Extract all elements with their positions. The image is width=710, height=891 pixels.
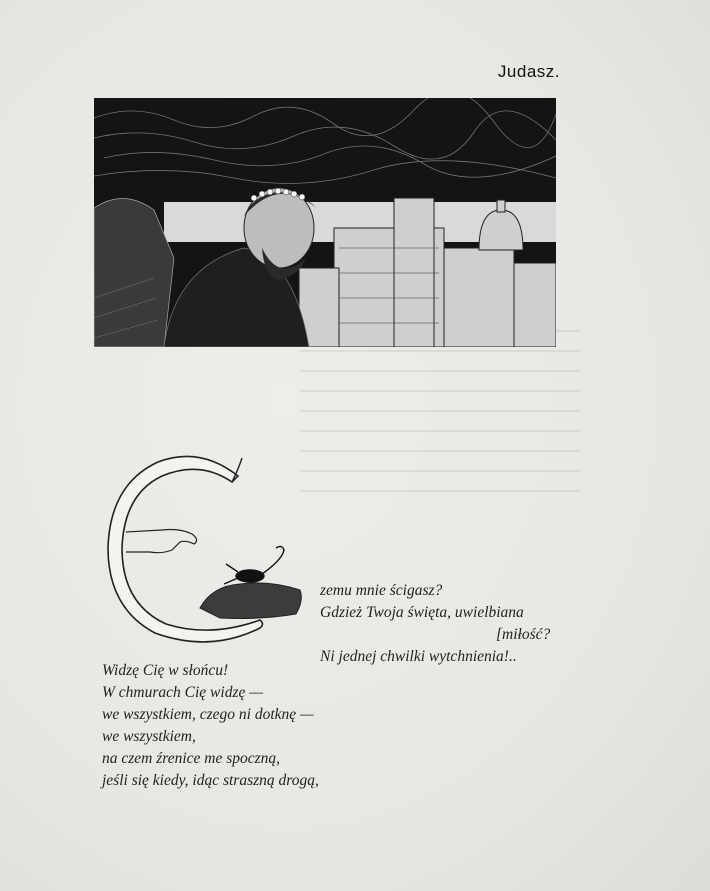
running-header-title: Judasz. (497, 62, 560, 81)
poem-line: zemu mnie ścigasz? (320, 582, 443, 599)
show-through-text (300, 330, 580, 510)
poem-line: Ni jednej chwilki wytchnienia!.. (320, 648, 517, 665)
decorative-initial-c (100, 448, 310, 648)
poem-line: we wszystkiem, (102, 728, 196, 745)
poem-stanza-second (102, 660, 319, 792)
poem-line: [miłość? (496, 626, 551, 643)
poem-line: Widzę Cię w słońcu! (102, 662, 229, 679)
poem-stanza-opening (320, 580, 550, 668)
poem-line: Gdzież Twoja święta, uwielbiana (320, 604, 524, 621)
poem-line: W chmurach Cię widzę — (102, 684, 264, 701)
poem-line: na czem źrenice me spoczną, (102, 750, 281, 767)
poem-line: jeśli się kiedy, idąc straszną drogą, (102, 772, 319, 789)
poem-line: we wszystkiem, czego ni dotknę — (102, 706, 314, 723)
woodcut-illustration (94, 98, 556, 347)
